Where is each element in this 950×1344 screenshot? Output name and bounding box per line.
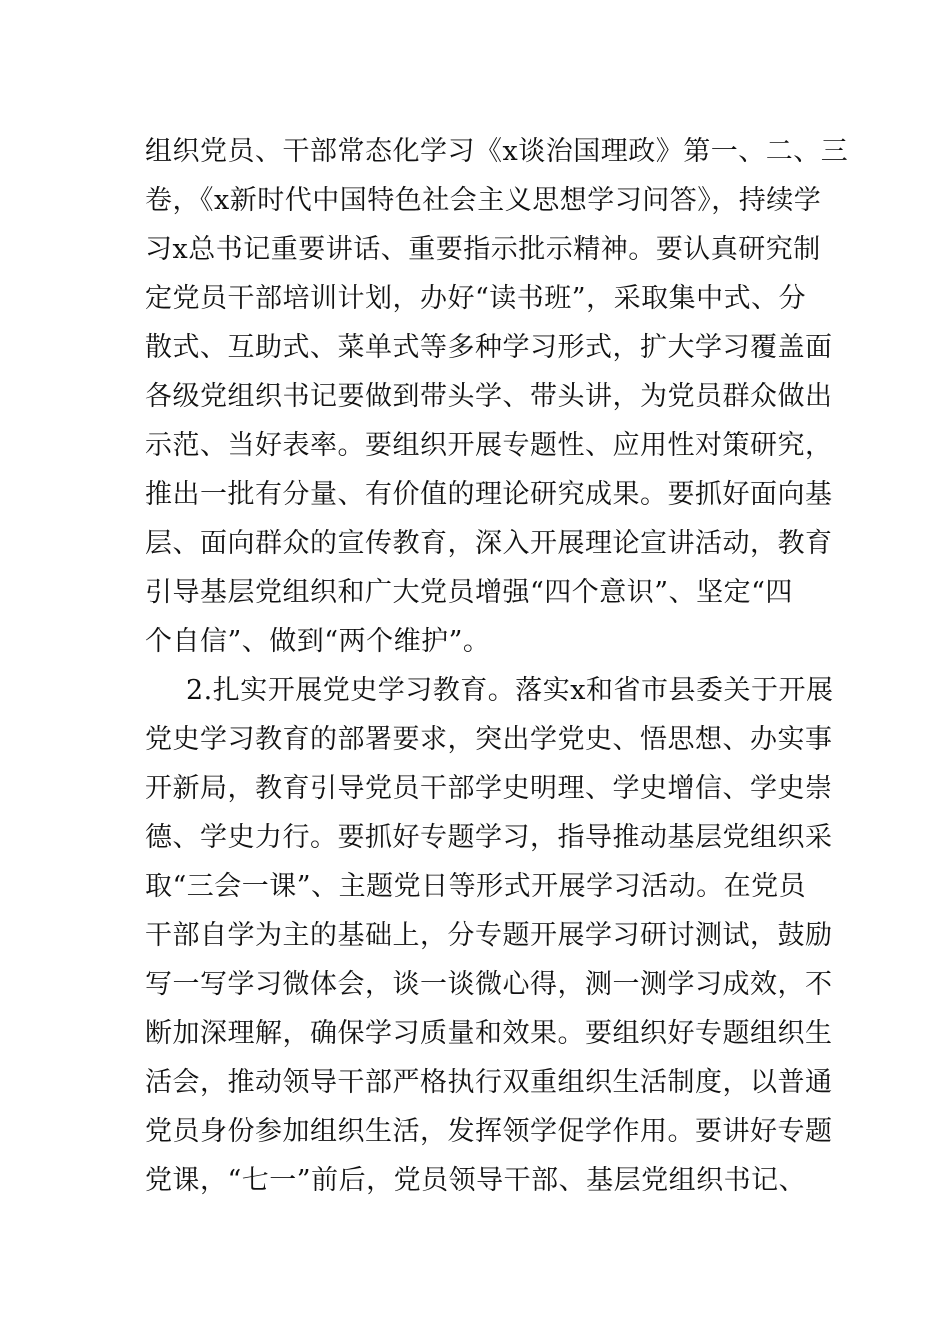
- text-line: 个自信”、做到“两个维护”。: [145, 626, 491, 657]
- text-line: 写一写学习微体会，谈一谈微心得，测一测学习成效，不: [145, 969, 833, 1000]
- section-heading-line: 2.扎实开展党史学习教育。落实x和省市县委关于开展: [186, 675, 834, 706]
- text-line: 散式、互助式、菜单式等多种学习形式，扩大学习覆盖面: [145, 332, 833, 363]
- text-line: 引导基层党组织和广大党员增强“四个意识”、坚定“四: [145, 577, 793, 608]
- text-line: 取“三会一课”、主题党日等形式开展学习活动。在党员: [145, 871, 807, 902]
- text-line: 卷，《x新时代中国特色社会主义思想学习问答》，持续学: [145, 185, 822, 216]
- text-line: 党课，“七一”前后，党员领导干部、基层党组织书记、: [145, 1165, 807, 1196]
- text-line: 党员身份参加组织生活，发挥领学促学作用。要讲好专题: [145, 1116, 833, 1147]
- text-line: 开新局，教育引导党员干部学史明理、学史增信、学史崇: [145, 773, 833, 804]
- text-line: 党史学习教育的部署要求，突出学党史、悟思想、办实事: [145, 724, 833, 755]
- text-line: 活会，推动领导干部严格执行双重组织生活制度，以普通: [145, 1067, 833, 1098]
- text-line: 习x总书记重要讲话、重要指示批示精神。要认真研究制: [145, 234, 821, 265]
- text-line: 推出一批有分量、有价值的理论研究成果。要抓好面向基: [145, 479, 833, 510]
- text-line: 断加深理解，确保学习质量和效果。要组织好专题组织生: [145, 1018, 833, 1049]
- text-line: 各级党组织书记要做到带头学、带头讲，为党员群众做出: [145, 381, 833, 412]
- text-line: 层、面向群众的宣传教育，深入开展理论宣讲活动，教育: [145, 528, 833, 559]
- text-line: 定党员干部培训计划，办好“读书班”，采取集中式、分: [145, 283, 807, 314]
- text-line: 德、学史力行。要抓好专题学习，指导推动基层党组织采: [145, 822, 833, 853]
- text-line: 示范、当好表率。要组织开展专题性、应用性对策研究，: [145, 430, 833, 461]
- text-line: 组织党员、干部常态化学习《x谈治国理政》第一、二、三: [145, 136, 849, 167]
- text-line: 干部自学为主的基础上，分专题开展学习研讨测试，鼓励: [145, 920, 833, 951]
